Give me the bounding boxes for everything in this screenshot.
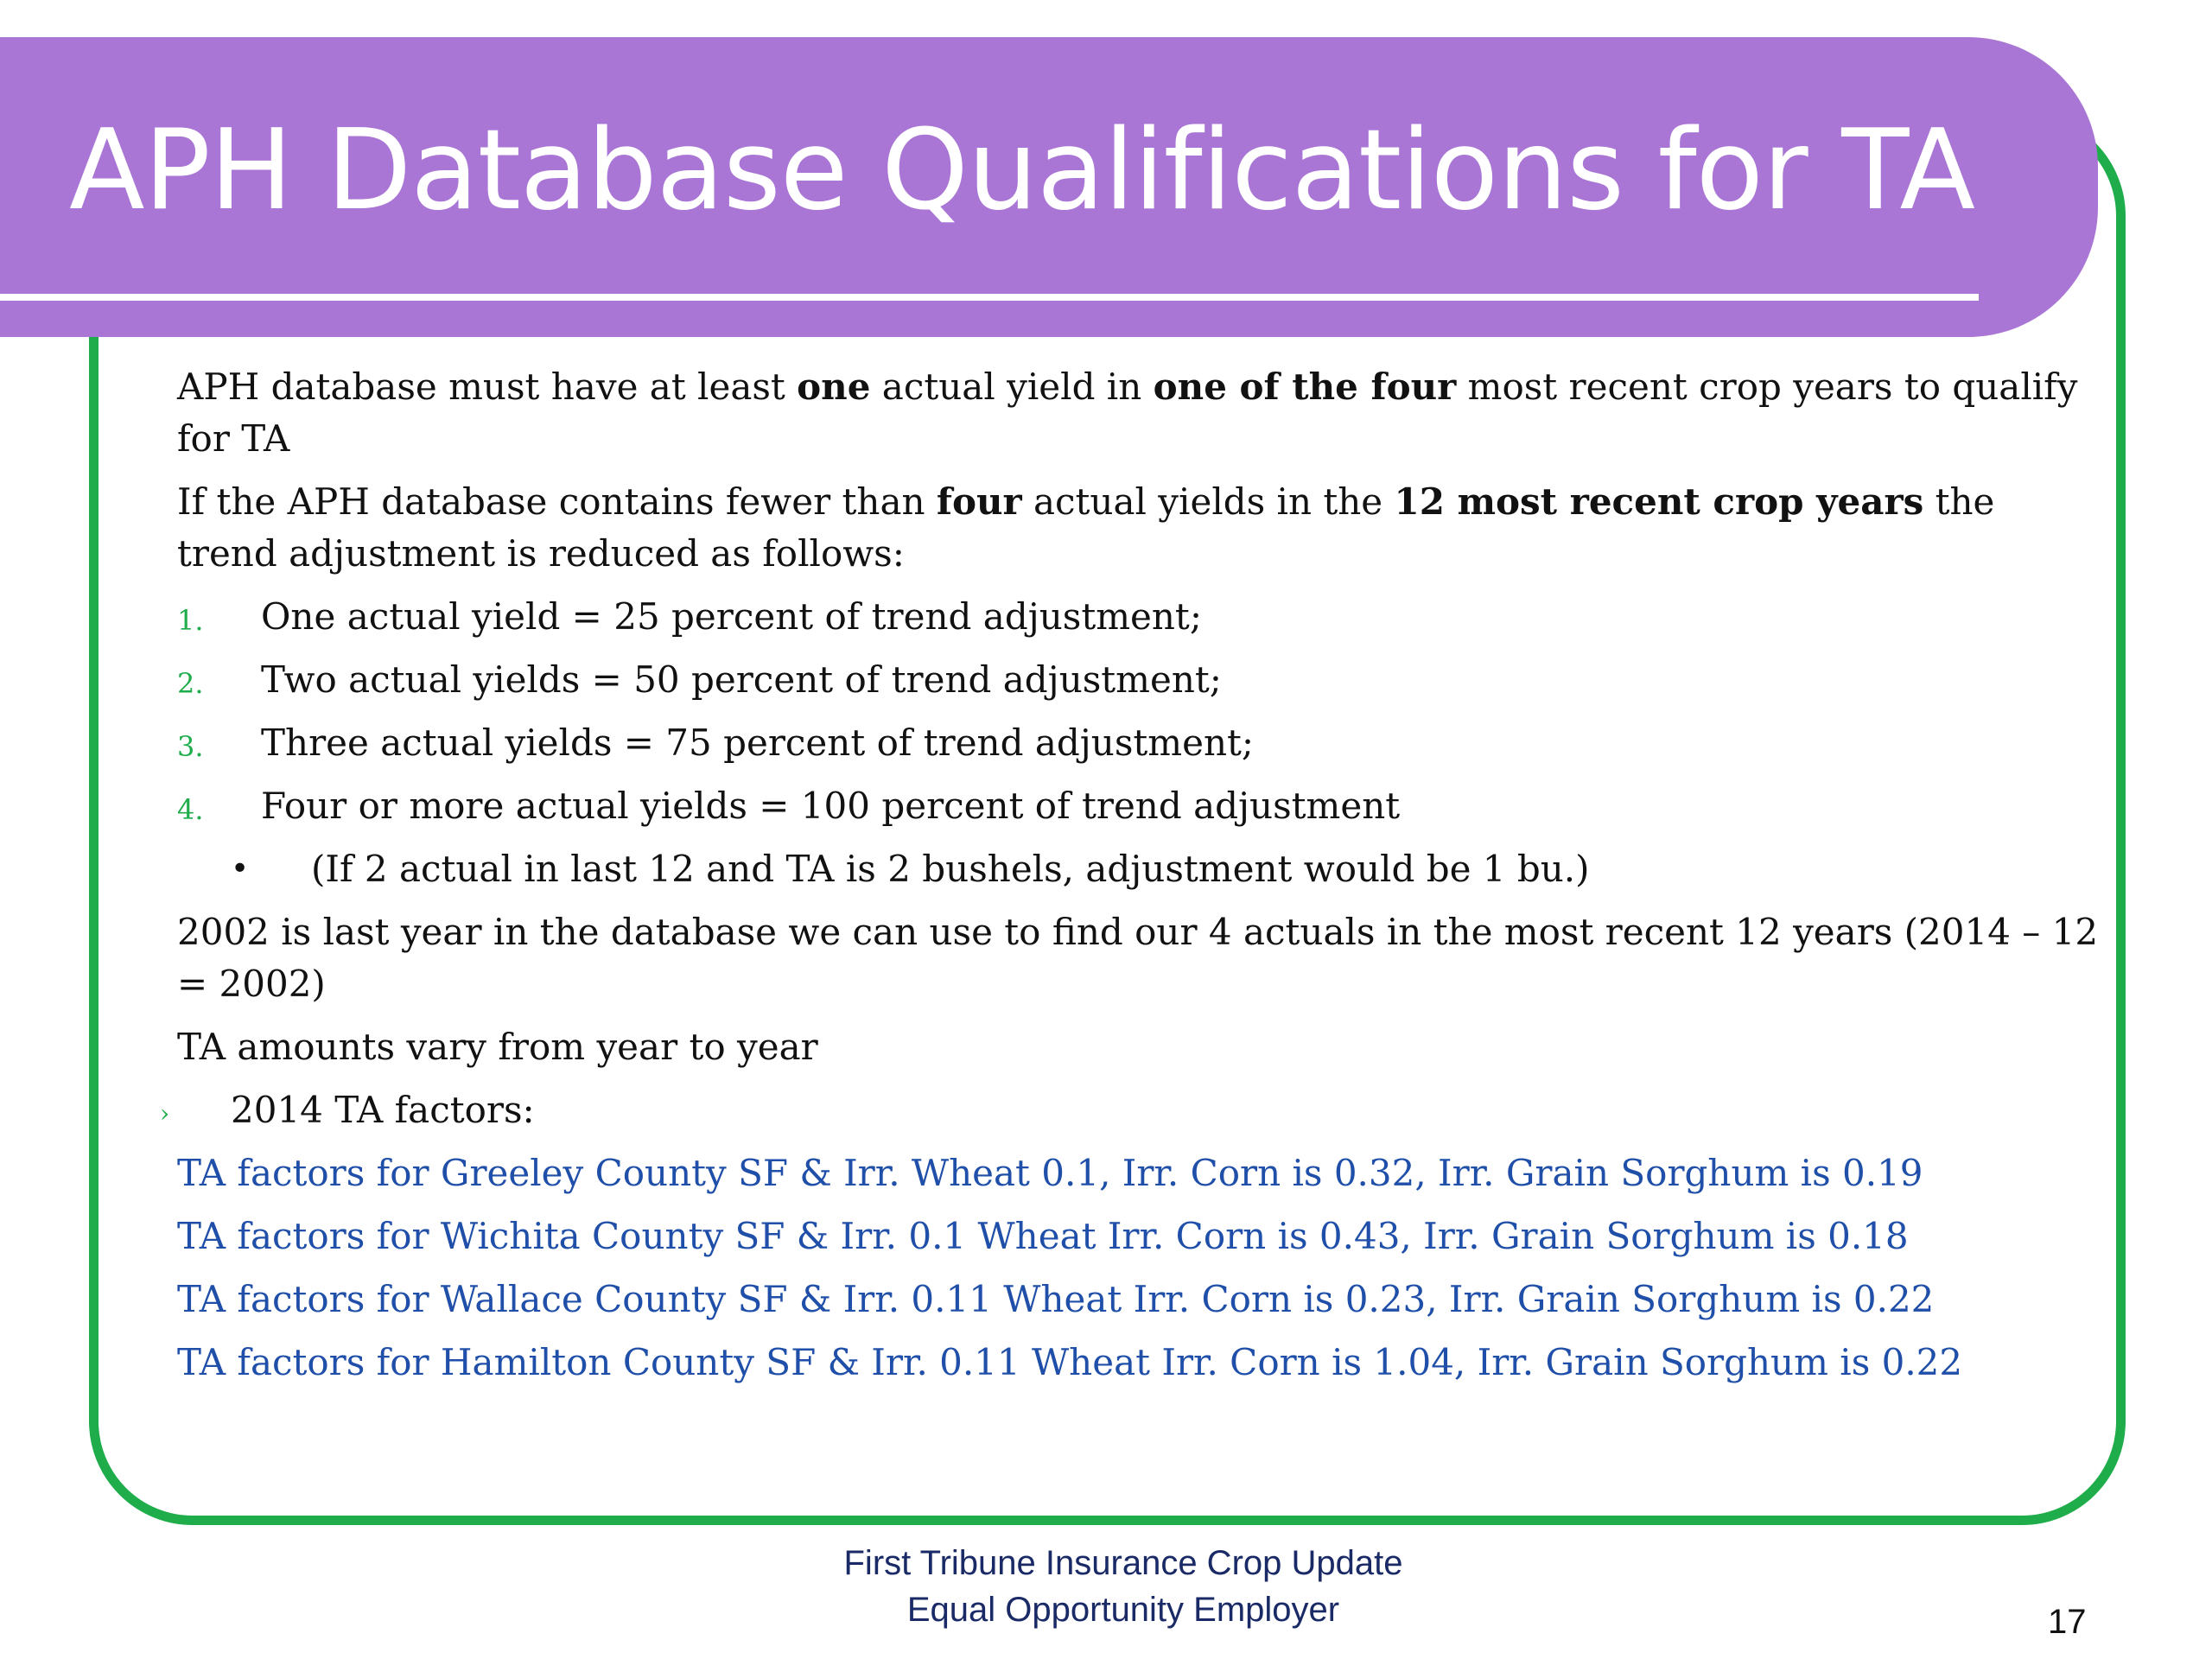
chevron-right-icon: › [160, 1099, 170, 1128]
factors-heading [160, 1084, 2104, 1136]
database-year-paragraph: 2002 is last year in the database we can use to find our 4 actuals in the most recent 12 years (2014 – 12 = 2002) [177, 911, 2099, 1005]
title-underline [0, 294, 1979, 301]
page-number: 17 [2048, 1603, 2087, 1641]
slide-title: APH Database Qualifications for TA [69, 106, 1975, 235]
factor-line-hamilton: TA factors for Hamilton County SF & Irr. 0.11 Wheat Irr. Corn is 1.04, Irr. Grain Sorghum is 0.22 [177, 1341, 1963, 1383]
factor-line-wallace: TA factors for Wallace County SF & Irr. 0.11 Wheat Irr. Corn is 0.23, Irr. Grain Sorghum is 0.22 [177, 1278, 1935, 1320]
list-item-text: Three actual yields = 75 percent of trend adjustment; [261, 721, 1255, 764]
list-number: 2. [177, 667, 204, 700]
factor-line-greeley: TA factors for Greeley County SF & Irr. Wheat 0.1, Irr. Corn is 0.32, Irr. Grain Sorghum is 0.19 [177, 1152, 1923, 1194]
footer-line: Equal Opportunity Employer [906, 1591, 1340, 1629]
list-number: 1. [177, 604, 204, 637]
bullet-icon: • [231, 851, 250, 887]
list-item [177, 780, 2104, 832]
reduction-paragraph: If the APH database contains fewer than four actual yields in the 12 most recent crop years the trend adjustment is reduced as follows: [177, 480, 1995, 575]
example-bullet [177, 843, 2104, 895]
list-item [177, 654, 2104, 706]
list-number: 4. [177, 793, 204, 826]
factors-heading-text: 2014 TA factors: [231, 1089, 535, 1131]
bullet-text: (If 2 actual in last 12 and TA is 2 bushels, adjustment would be 1 bu.) [311, 848, 1590, 890]
slide-footer [605, 1540, 1642, 1633]
list-item-text: Two actual yields = 50 percent of trend adjustment; [261, 658, 1222, 701]
ta-variation-paragraph: TA amounts vary from year to year [177, 1026, 818, 1068]
list-number: 3. [177, 730, 204, 763]
list-item-text: One actual yield = 25 percent of trend adjustment; [261, 595, 1202, 638]
list-item-text: Four or more actual yields = 100 percent of trend adjustment [261, 785, 1401, 827]
slide-body [160, 361, 2104, 1400]
list-item [177, 717, 2104, 769]
qualification-paragraph: APH database must have at least one actual yield in one of the four most recent crop years to qualify for TA [177, 365, 2078, 460]
footer-line: First Tribune Insurance Crop Update [843, 1544, 1403, 1582]
list-item [177, 591, 2104, 643]
factor-line-wichita: TA factors for Wichita County SF & Irr. 0.1 Wheat Irr. Corn is 0.43, Irr. Grain Sorghum is 0.18 [177, 1215, 1909, 1257]
